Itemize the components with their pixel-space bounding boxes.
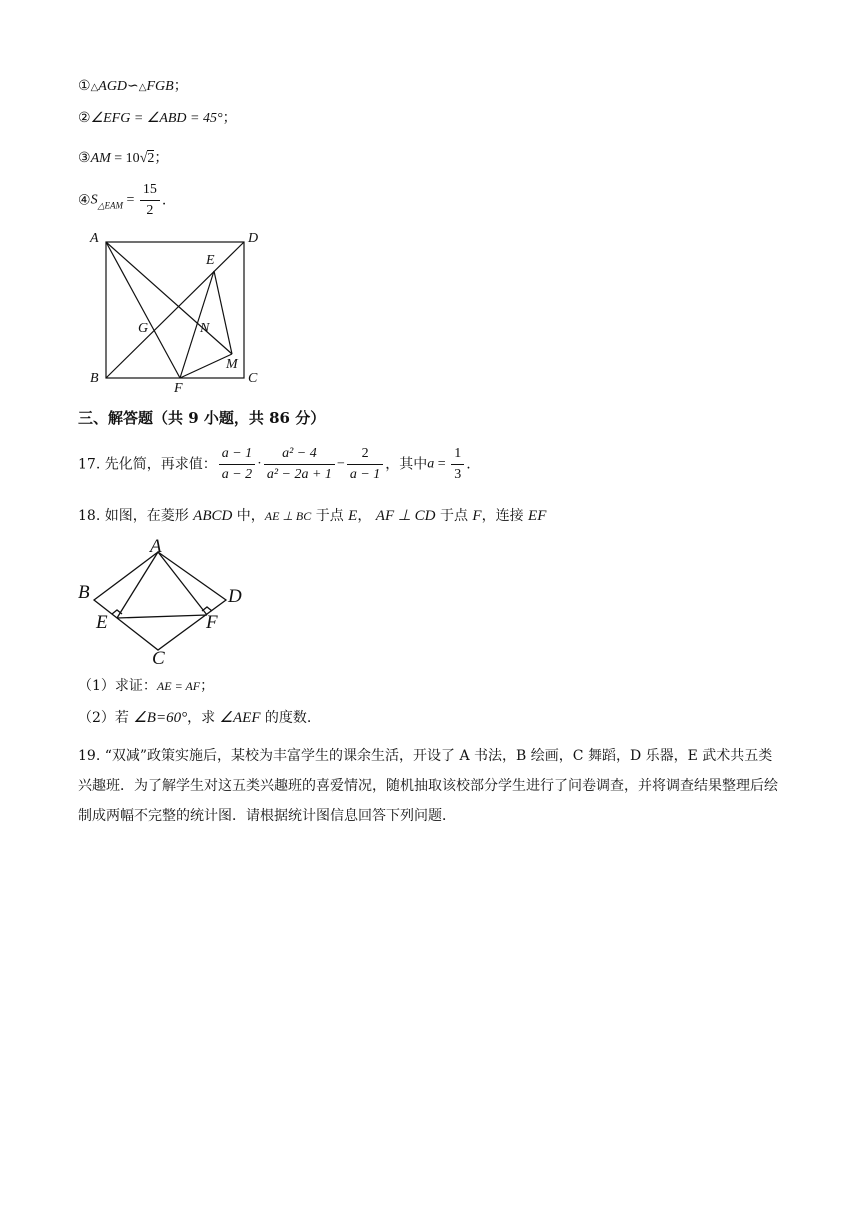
denominator: a − 1 [349, 467, 381, 482]
label-f: F [206, 612, 218, 633]
point-e: E [348, 508, 358, 524]
fraction-3 [347, 444, 383, 485]
right-angle-mark-f [202, 607, 212, 611]
punctuation: ； [154, 150, 169, 166]
equals-sign: = [122, 192, 138, 208]
segment-am: AM [90, 151, 111, 166]
question-19: 19. “双减”政策实施后，某校为丰富学生的课余生活，开设了 A 书法，B 绘画，C 舞蹈，D 乐器，E 武术共五类兴趣班．为了解学生对这五类兴趣班的喜爱情况，随机抽取该校部分学生进行了问卷调查，并将调查结果整理后绘制成两幅不完整的统计图．请根据统计图信息回答下列问题． [78, 748, 778, 824]
point-f: F [472, 508, 482, 524]
fraction-2 [264, 444, 335, 485]
label-c: C [248, 371, 258, 386]
statement-4 [78, 180, 166, 224]
area-subscript: △EAM [97, 200, 123, 211]
segment-af [106, 242, 180, 378]
q18-text: 中， [232, 508, 265, 524]
denominator: 2 [146, 203, 154, 218]
q18-text: ，求 [187, 710, 220, 726]
punctuation: ； [222, 110, 237, 126]
label-e: E [96, 612, 108, 633]
label-b: B [78, 582, 90, 603]
q18-text: 于点 [311, 508, 349, 524]
part-1-label: （1）求证： [78, 678, 157, 694]
angle-aef: ∠AEF [219, 710, 261, 726]
segment-ef [117, 615, 207, 618]
condition-ae-bc: AE ⊥ BC [264, 509, 312, 523]
denominator: 3 [454, 467, 462, 482]
triangle-symbol: △ [138, 82, 147, 93]
numerator: a − 1 [219, 444, 255, 465]
denominator: a² − 2a + 1 [266, 467, 332, 482]
label-a: A [90, 231, 99, 246]
segment-fm [180, 354, 232, 378]
equation-ae-af: AE = AF [156, 679, 201, 693]
label-d: D [228, 586, 242, 607]
label-n: N [200, 321, 210, 336]
section-heading: 三、解答题（共 9 小题，共 86 分） [78, 409, 326, 427]
q18-part-1 [78, 676, 214, 696]
denominator: a − 2 [221, 467, 253, 482]
equals-sign: = [434, 456, 450, 472]
area-symbol: S [90, 192, 98, 208]
question-17-prefix: 17. 先化简，再求值： [78, 456, 217, 473]
q18-text: 18. 如图，在菱形 [78, 508, 194, 524]
punctuation: ； [173, 78, 188, 94]
segment-ae [117, 552, 158, 618]
label-g: G [138, 321, 149, 336]
variable-a: a [427, 456, 435, 472]
radicand: 2 [147, 151, 155, 166]
q18-part-2 [78, 708, 311, 728]
condition-af-cd: AF ⊥ CD [375, 508, 436, 524]
numerator: 1 [451, 444, 464, 465]
punctuation: ； [200, 678, 215, 694]
question-18 [78, 506, 546, 526]
segment-em [214, 271, 232, 354]
question-17-mid: ，其中 [385, 456, 428, 473]
punctuation: . [466, 456, 471, 473]
rhombus-name: ABCD [193, 508, 233, 524]
label-m: M [226, 357, 238, 372]
right-angle-mark-e [112, 610, 122, 614]
circled-number-4: ④ [78, 192, 91, 209]
rhombus-geometry-figure [74, 534, 264, 670]
segment-ef: EF [528, 508, 547, 524]
q18-text: ， [357, 508, 376, 524]
label-c: C [152, 648, 165, 669]
label-d: D [248, 231, 259, 246]
q18-text: 于点 [435, 508, 473, 524]
square-geometry-figure [82, 226, 272, 396]
segment-af [158, 552, 207, 615]
angle-equation: ∠EFG = ∠ABD = 45° [90, 111, 223, 126]
numerator: a² − 4 [264, 444, 335, 465]
q18-text: ，连接 [481, 508, 529, 524]
triangle-agd: AGD [98, 79, 128, 94]
numerator: 15 [140, 180, 160, 201]
fraction-15-2 [140, 180, 160, 221]
question-17 [78, 444, 471, 488]
circled-number-2: ② [78, 110, 91, 126]
circled-number-1: ① [78, 78, 91, 94]
sqrt-sign: √ [139, 151, 148, 166]
label-a: A [150, 536, 162, 557]
fraction-1 [219, 444, 255, 485]
similar-symbol: ∽ [127, 78, 139, 94]
statement-2 [78, 108, 237, 129]
label-b: B [90, 371, 99, 386]
q18-text: 的度数. [260, 710, 312, 726]
punctuation: . [161, 192, 167, 209]
multiply-dot: · [257, 456, 262, 472]
equals-ten: = 10 [110, 151, 140, 166]
circled-number-3: ③ [78, 150, 91, 166]
numerator: 2 [347, 444, 383, 465]
statement-3 [78, 148, 168, 169]
value-fraction [451, 444, 464, 485]
part-2-label: （2）若 [78, 710, 134, 726]
triangle-fgb: FGB [146, 79, 174, 94]
triangle-symbol: △ [90, 82, 99, 93]
label-f: F [174, 381, 183, 396]
rhombus-abcd [94, 552, 226, 650]
label-e: E [206, 253, 215, 268]
statement-1 [78, 76, 188, 98]
minus-sign: − [336, 456, 345, 472]
angle-b-value: ∠B=60° [133, 710, 188, 726]
